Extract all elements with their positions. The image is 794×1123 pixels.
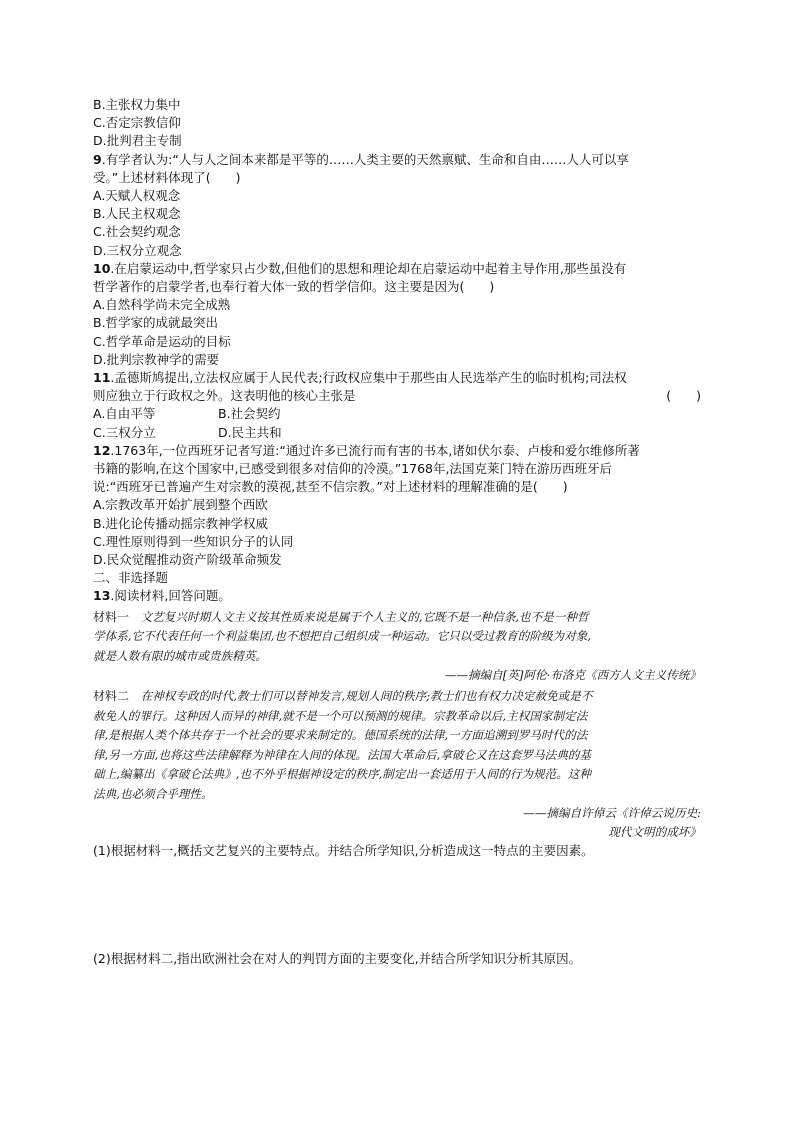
material-2-label: 材料二 bbox=[93, 689, 130, 704]
q11-options-row2 bbox=[93, 424, 701, 442]
material-2-line1: 在神权专政的时代,教士们可以替神发言,规划人间的秩序;教士们也有权力决定赦免或是不 bbox=[129, 689, 593, 704]
q11-options-row1 bbox=[93, 405, 701, 423]
q10-option-b: B.哲学家的成就最突出 bbox=[93, 315, 219, 331]
q11-number: 11 bbox=[93, 370, 111, 386]
material-2-source-line1: ——摘编自许倬云《许倬云说历史: bbox=[523, 806, 701, 821]
q9-option-c: C.社会契约观念 bbox=[93, 224, 181, 240]
q11-stem-line2: 则应独立于行政权之外。这表明他的核心主张是 ( ) bbox=[93, 387, 701, 405]
material-1-line1: 文艺复兴时期人文主义按其性质来说是属于个人主义的,它既不是一种信条,也不是一种哲 bbox=[129, 609, 589, 624]
q8-option-c: C.否定宗教信仰 bbox=[93, 115, 181, 131]
q11-option-a: A.自由平等 bbox=[93, 406, 156, 422]
q8-option-b: B.主张权力集中 bbox=[93, 97, 181, 112]
material-2-line2: 赦免人的罪行。这种因人而异的神律,就不是一个可以预测的规律。宗教革命以后,主权国家制定法 bbox=[93, 708, 588, 723]
q10-option-a: A.自然科学尚未完全成熟 bbox=[93, 297, 231, 313]
q9-stem-line2: 受。”上述材料体现了( ) bbox=[93, 169, 241, 185]
material-1-line2: 学体系,它不代表任何一个利益集团,也不想把自己组织成一种运动。它只以受过教育的阶级为对象, bbox=[93, 629, 591, 644]
q11-stem-line1: 11.孟德斯鸠提出,立法权应属于人民代表;行政权应集中于那些由人民选举产生的临时机构;司法权 bbox=[93, 370, 627, 386]
material-2-line4: 律,另一方面,也将这些法律解释为神律在人间的体现。法国大革命后,拿破仑又在这套罗马法典的基 bbox=[93, 747, 591, 762]
q9-option-a: A.天赋人权观念 bbox=[93, 188, 181, 204]
material-1-line3: 就是人数有限的城市或贵族精英。 bbox=[93, 648, 267, 663]
q8-option-d: D.批判君主专制 bbox=[93, 133, 182, 149]
q12-option-c: C.理性原则得到一些知识分子的认同 bbox=[93, 533, 294, 549]
answer-space-1b bbox=[93, 928, 701, 950]
q11-option-b: B.社会契约 bbox=[218, 406, 281, 422]
q9-option-b: B.人民主权观念 bbox=[93, 206, 181, 222]
material-2-line3: 律,是根据人类个体共存于一个社会的要求来制定的。德国系统的法律,一方面追溯到罗马时代的法 bbox=[93, 728, 588, 743]
q11-option-d: D.民主共和 bbox=[218, 424, 282, 440]
q11-answer-paren: ( ) bbox=[666, 388, 701, 404]
q10-stem-line1: 10.在启蒙运动中,哲学家只占少数,但他们的思想和理论却在启蒙运动中起着主导作用,那些虽没有 bbox=[93, 260, 627, 276]
q10-number: 10 bbox=[93, 260, 111, 276]
q13-subquestion-1: (1)根据材料一,概括文艺复兴的主要特点。并结合所学知识,分析造成这一特点的主要因素。 bbox=[93, 843, 594, 859]
section-title-nonchoice: 二、非选择题 bbox=[93, 570, 169, 586]
q13-subquestion-2: (2)根据材料二,指出欧洲社会在对人的判罚方面的主要变化,并结合所学知识分析其原因。 bbox=[93, 951, 582, 967]
q9-stem-line1: 9.有学者认为:“人与人之间本来都是平等的……人类主要的天然禀赋、生命和自由……人人可以享 bbox=[93, 151, 629, 167]
q10-option-c: C.哲学革命是运动的目标 bbox=[93, 333, 231, 349]
q12-number: 12 bbox=[93, 442, 111, 458]
q13-stem: 13.阅读材料,回答问题。 bbox=[93, 588, 231, 604]
q12-option-b: B.进化论传播动摇宗教神学权威 bbox=[93, 515, 269, 531]
material-1 bbox=[93, 608, 701, 667]
q9-number: 9 bbox=[93, 151, 102, 167]
q10-stem-line2: 哲学著作的启蒙学者,也奉行着大体一致的哲学信仰。这主要是因为( ) bbox=[93, 279, 495, 295]
q12-stem-line3: 说:“西班牙已普遍产生对宗教的漠视,甚至不信宗教。”对上述材料的理解准确的是( ) bbox=[93, 479, 568, 495]
material-2 bbox=[93, 687, 701, 804]
material-2-line5: 础上,编纂出《拿破仑法典》,也不外乎根据神设定的秩序,制定出一套适用于人间的行为规范。这种 bbox=[93, 767, 591, 782]
material-2-source-line2: 现代文明的成坏》 bbox=[608, 825, 701, 840]
q13-number: 13 bbox=[93, 588, 111, 604]
answer-space-1 bbox=[93, 860, 701, 928]
q11-option-c: C.三权分立 bbox=[93, 424, 156, 440]
q12-option-a: A.宗教改革开始扩展到整个西欧 bbox=[93, 497, 268, 513]
material-1-source: ——摘编自[英]阿伦·布洛克《西方人文主义传统》 bbox=[444, 668, 701, 683]
q12-option-d: D.民众觉醒推动资产阶级革命频发 bbox=[93, 552, 282, 568]
page-content bbox=[93, 96, 701, 969]
q12-stem-line1: 12.1763年,一位西班牙记者写道:“通过许多已流行而有害的书本,诸如伏尔泰、卢梭和爱尔维修所著 bbox=[93, 442, 640, 458]
q10-option-d: D.批判宗教神学的需要 bbox=[93, 351, 220, 367]
q9-option-d: D.三权分立观念 bbox=[93, 242, 182, 258]
material-1-label: 材料一 bbox=[93, 609, 130, 624]
material-2-line6: 法典,也必须合乎理性。 bbox=[93, 786, 213, 801]
q12-stem-line2: 书籍的影响,在这个国家中,已感受到很多对信仰的冷漠。”1768年,法国克莱门特在游历西班牙后 bbox=[93, 461, 612, 477]
